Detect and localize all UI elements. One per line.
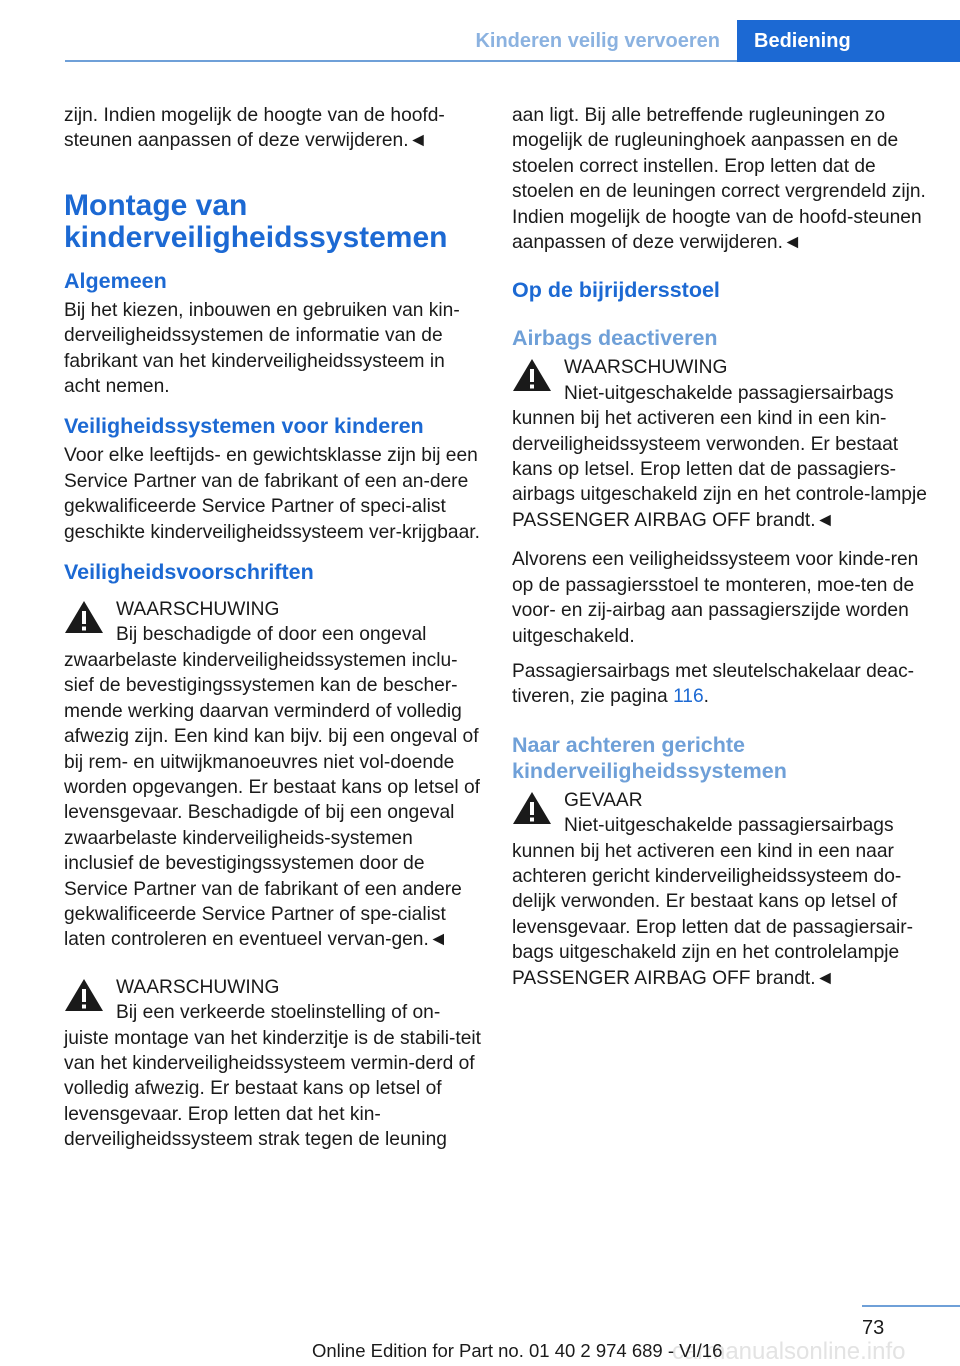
header-chapter-tab: Bediening [737,20,960,62]
paragraph-alvorens: Alvorens een veiligheidssysteem voor kinde-ren op de passagiersstoel te monteren, moe-ten de voor- en zij-airbag aan passagierszijde worden uitgeschakeld. [512,549,919,647]
warning-first-line: Niet-uitgeschakelde passagiersairbags [564,382,894,404]
watermark: carmanualsonline.info [672,1338,906,1365]
heading-algemeen: Algemeen [64,268,167,293]
warning-block-2 [64,975,484,1153]
warning-body: kunnen bij het activeren een kind in een kin-derveiligheidssysteem verwonden. Er bestaat kans op letsel. Erop letten dat de passagiers-airbags uitgeschakeld zijn en het controle-lampje PASSENGER AIRBAG OFF brandt.◄ [512,408,927,531]
warning-block-3 [512,355,932,533]
header-section-title: Kinderen veilig vervoeren [475,30,720,52]
warning-body: zwaarbelaste kinderveiligheidssystemen inclu-sief de bevestigingssystemen kan de bescher-mende werking daarvan verminderd of volledig afwezig zijn. Een kind kan bijv. bij een ongeval of bij rem- en uitwijkmanoeuvres niet vol-doende worden opgevangen. Er bestaat kans op letsel of levensgevaar. Beschadigde of bij een ongeval zwaarbelaste kinderveiligheids-systemen inclusief de bevestigingssystemen door de Service Partner van de fabrikant of een andere gekwalificeerde Service Partner of spe-cialist laten controleren en eventueel vervan-gen.◄ [64,649,481,951]
paragraph-veiligheidssystemen: Voor elke leeftijds- en gewichtsklasse zijn bij een Service Partner van de fabrikant of een an-dere gekwalificeerde Service Partner of speci-alist geschikte kinderveiligheidssysteem ver-krijgbaar. [64,445,480,543]
warning-label: WAARSCHUWING [116,599,280,621]
continued-text: aan ligt. Bij alle betreffende rugleuningen zo mogelijk de rugleuninghoek aanpassen en de stoelen correct instellen. Erop letten dat de stoelen en de leuningen correct vergrendeld zijn. Indien mogelijk de hoogte van de hoofd-steunen aanpassen of deze verwijderen.◄ [512,105,926,254]
warning-first-line: Bij een verkeerde stoelinstelling of on- [116,1002,441,1024]
footer-rule [862,1305,960,1307]
warning-first-line: Bij beschadigde of door een ongeval [116,624,427,646]
heading-airbags-deactiveren: Airbags deactiveren [512,326,718,351]
warning-label: WAARSCHUWING [564,357,728,379]
page-header [0,0,960,62]
heading-bijrijdersstoel: Op de bijrijdersstoel [512,278,720,303]
sleutelschakelaar-end: . [703,686,709,708]
left-column [64,103,484,1153]
paragraph-algemeen: Bij het kiezen, inbouwen en gebruiken van kin-derveiligheidssystemen de informatie van de fabrikant van het kinderveiligheidssysteem in acht nemen. [64,299,460,398]
warning-triangle-icon [512,790,552,826]
warning-block-4 [512,788,932,991]
page-number: 73 [862,1317,885,1339]
warning-block-1 [64,597,484,953]
warning-body: juiste montage van het kinderzitje is de stabili-teit van het kinderveiligheidssysteem vermin-derd of volledig afwezig. Er bestaat kans op letsel of levensgevaar. Erop letten dat het kin-derveiligheidssysteem strak tegen de leuning [64,1027,482,1151]
intro-text: zijn. Indien mogelijk de hoogte van de hoofd-steunen aanpassen of deze verwijderen.◄ [64,105,445,152]
header-rule [65,60,737,62]
warning-triangle-icon [512,357,552,393]
danger-label: GEVAAR [564,789,643,811]
warning-triangle-icon [64,977,104,1013]
section-title: Montage van kinderveiligheidssystemen [64,188,448,254]
paragraph-sleutelschakelaar [512,659,932,710]
warning-triangle-icon [64,599,104,635]
sleutelschakelaar-text: Passagiersairbags met sleutelschakelaar deac-tiveren, zie pagina [512,660,915,708]
warning-label: WAARSCHUWING [116,976,280,998]
warning-body: kunnen bij het activeren een kind in een naar achteren gericht kinderveiligheidssysteem do-delijk verwonden. Er bestaat kans op letsel of levensgevaar. Erop letten dat de passagiersair-bags uitgeschakeld zijn en het controlelampje PASSENGER AIRBAG OFF brandt.◄ [512,840,914,989]
page-reference-link[interactable]: 116 [673,686,704,708]
edition-text: Online Edition for Part no. 01 40 2 974 689 - VI/16 [312,1340,723,1361]
heading-veiligheidsvoorschriften: Veiligheidsvoorschriften [64,560,314,585]
heading-veiligheidssystemen: Veiligheidssystemen voor kinderen [64,414,424,439]
right-column [512,103,932,991]
page-footer [0,1300,960,1365]
warning-first-line: Niet-uitgeschakelde passagiersairbags [564,815,894,837]
heading-naar-achteren: Naar achteren gerichte kinderveiligheidssystemen [512,732,787,783]
